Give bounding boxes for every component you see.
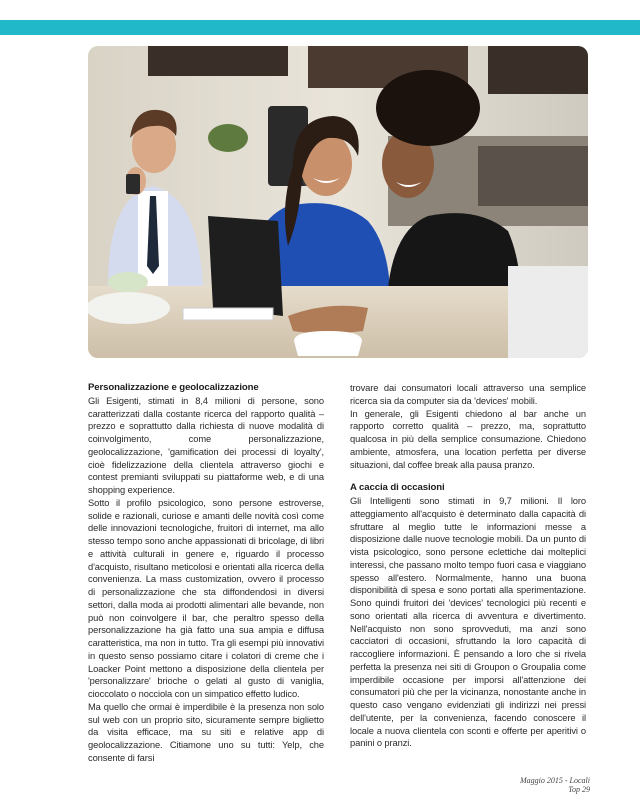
paragraph: Gli Esigenti, stimati in 8,4 milioni di persone, sono caratterizzati dalla costante ricerca del rapporto qualità – prezzo e soprattutto dalla richiesta di nuove modalità di coinvolgimento, come personalizzazione, geolocalizzazione, 'gamification dei processi di loyalty', cioè fidelizzazione della clientela attraverso giochi e contest premianti sviluppati su piattaforme web, e di una shopping experience. — [88, 395, 324, 495]
text-column-left — [88, 382, 324, 765]
paragraph: Sotto il profilo psicologico, sono persone estroverse, solide e razionali, curiose e amanti delle novità così come delle innovazioni tecnologiche, fruitori di internet, ma allo stesso tempo sono anche appassionati di bricolage, di libri e attività culturali in genere e, riguardo il processo d'acquisto, risultano meticolosi e orientati alla ricerca della convenienza. La mass customization, ovvero il processo di personalizzazione che sta diffondendosi in diversi settori, dalla moda ai prodotti alimentari alle bevande, non può non coinvolgere il bar, che peraltro spesso della personalizzazione ha già fatto una sua ampia e diffusa caratteristica, ma non in tutto. Tra gli esempi più innovativi in questo senso possiamo citare i colatori di creme che i Loacker Point mettono a disposizione della clientela per 'personalizzare' brioche o gelati al gusto di vaniglia, cioccolato o nocciola con un simpatico effetto ludico. — [88, 497, 324, 699]
cafe-photo — [88, 46, 588, 358]
top-accent-band — [0, 20, 640, 35]
page-footer: Maggio 2015 - Locali Top 29 — [520, 776, 590, 794]
section-heading-personalizzazione: Personalizzazione e geolocalizzazione — [88, 382, 259, 393]
cafe-scene-illustration — [88, 46, 588, 358]
paragraph: In generale, gli Esigenti chiedono al bar anche un rapporto corretto qualità – prezzo, ma, soprattutto qualcosa in più della semplice consumazione. Chiedono ambiente, atmosfera, una location perfetta per diverse situazioni, dal coffee break alla pausa pranzo. — [350, 408, 586, 470]
paragraph-continuation: trovare dai consumatori locali attraverso una semplice ricerca sia da computer sia da 'devices' mobili. — [350, 383, 586, 406]
section-heading-caccia: A caccia di occasioni — [350, 482, 445, 494]
paragraph: Ma quello che ormai è imperdibile è la presenza non solo sul web con un proprio sito, sicuramente sempre biglietto da visita efficace, ma su siti e relative app di geolocalizzazione. Citiamone uno su tutti: Yelp, che consente di farsi — [88, 701, 324, 763]
section-spacer — [350, 471, 586, 482]
paragraph: Gli Intelligenti sono stimati in 9,7 milioni. Il loro atteggiamento all'acquisto è determinato dalla capacità di sfruttare al meglio tutte le informazioni messe a disposizione dalle nuove tecnologie mobili. Da un punto di vista psicologico, sono persone eclettiche dai molteplici interessi, che passano molto tempo fuori casa e viaggiano spesso all'estero. Normalmente, hanno una buona disponibilità di spesa e sono portati alla sperimentazione. Sono quindi fruitori dei 'devices' tecnologici più recenti e sono orientati alla ricerca di avventura e divertimento. Nell'acquisto non sono sprovveduti, ma anzi sono cacciatori di occasioni, sfruttando la loro capacità di raccogliere informazioni. È pensando a loro che si rivela perfetta la presenza nei siti di Groupon o Groupalia come imperdibile occasione per imporsi all'attenzione dei consumatori più che per la vicinanza, nonostante anche in questo caso vengano evidenziati gli indirizzi nei pressi dell'utente, per la convenienza, facendo conoscere il locale a nuova clientela con sconti e offerte per aperitivi o panini o pranzi. — [350, 496, 586, 749]
text-column-right — [350, 382, 586, 750]
